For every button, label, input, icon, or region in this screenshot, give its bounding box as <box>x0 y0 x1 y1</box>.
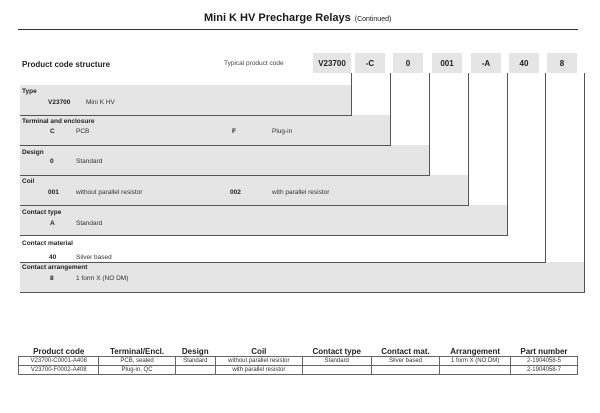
connector-coil-h <box>20 205 469 206</box>
code-part-type: V23700 <box>313 53 351 73</box>
table-cell: PCB, sealed <box>99 357 175 366</box>
col-header: Arrangement <box>440 347 511 357</box>
table-cell <box>175 366 215 375</box>
connector-design <box>429 73 430 176</box>
connector-type-h <box>20 115 352 116</box>
table-cell: 2-1904058-5 <box>510 357 577 366</box>
section-contact-type-code: A <box>50 220 55 227</box>
section-contact-type-desc: Standard <box>76 220 103 227</box>
section-contact-arrangement-heading: Contact arrangement <box>22 264 88 271</box>
table-cell: without parallel resistor <box>215 357 302 366</box>
col-header: Design <box>175 347 215 357</box>
coil-option-desc: without parallel resistor <box>76 189 143 196</box>
col-header: Terminal/Encl. <box>99 347 175 357</box>
table-cell: Silver based <box>371 357 440 366</box>
section-coil-heading: Coil <box>22 178 35 185</box>
connector-arrangement-h <box>20 292 585 293</box>
section-contact-arrangement-desc: 1 form X (NO DM) <box>76 275 129 282</box>
product-code-structure-heading: Product code structure <box>22 60 111 69</box>
table-cell: V23700-F0002-A408 <box>19 366 99 375</box>
connector-contact-type-h <box>20 235 508 236</box>
connector-type <box>351 73 352 116</box>
col-header: Part number <box>510 347 577 357</box>
connector-arrangement <box>584 73 585 293</box>
table-cell: 1 form X (NO DM) <box>440 357 511 366</box>
code-part-contact-type: -A <box>471 53 501 73</box>
page-title-suffix: (Continued) <box>354 16 392 23</box>
section-design-heading: Design <box>22 149 44 156</box>
table-cell: with parallel resistor <box>215 366 302 375</box>
connector-coil <box>468 73 469 206</box>
connector-contact-material <box>545 73 546 263</box>
table-cell: Plug-in, QC <box>99 366 175 375</box>
table-cell: V23700-C0001-A408 <box>19 357 99 366</box>
code-part-arrangement: 8 <box>547 53 577 73</box>
connector-contact-material-h <box>20 262 546 263</box>
code-part-terminal: -C <box>355 53 385 73</box>
code-part-contact-material: 40 <box>509 53 539 73</box>
terminal-option-code: F <box>232 128 236 135</box>
part-number-table <box>18 347 578 375</box>
table-row <box>19 357 578 366</box>
coil-option-code: 001 <box>48 189 59 196</box>
table-header-row <box>19 347 578 357</box>
table-cell: 2-1904058-7 <box>510 366 577 375</box>
header-rule <box>18 29 578 30</box>
section-type-code: V23700 <box>48 99 71 106</box>
table-cell <box>440 366 511 375</box>
table-cell: Standard <box>175 357 215 366</box>
section-type-heading: Type <box>22 88 37 95</box>
typical-code-label: Typical product code <box>224 60 284 67</box>
col-header: Coil <box>215 347 302 357</box>
table-cell <box>371 366 440 375</box>
connector-design-h <box>20 175 430 176</box>
section-terminal-heading: Terminal and enclosure <box>22 118 95 125</box>
terminal-option-desc: PCB <box>76 128 90 135</box>
section-type-desc: Mini K HV <box>86 99 115 106</box>
connector-contact-type <box>507 73 508 236</box>
section-contact-material-heading: Contact material <box>22 240 73 247</box>
table-cell: Standard <box>302 357 371 366</box>
section-design-desc: Standard <box>76 158 103 165</box>
code-part-design: 0 <box>393 53 423 73</box>
terminal-option-code: C <box>50 128 55 135</box>
coil-option-code: 002 <box>230 189 241 196</box>
table-row <box>19 366 578 375</box>
col-header: Product code <box>19 347 99 357</box>
page-title-text: Mini K HV Precharge Relays <box>204 12 351 24</box>
connector-terminal <box>390 73 391 146</box>
section-contact-arrangement-code: 8 <box>50 275 54 282</box>
col-header: Contact mat. <box>371 347 440 357</box>
section-contact-material-desc: Silver based <box>76 254 112 261</box>
section-contact-material-code: 40 <box>49 254 57 261</box>
connector-terminal-h <box>20 145 391 146</box>
page-title <box>204 12 391 24</box>
section-contact-type-heading: Contact type <box>22 209 62 216</box>
coil-option-desc: with parallel resistor <box>272 189 330 196</box>
table-cell <box>302 366 371 375</box>
terminal-option-desc: Plug-in <box>272 128 293 135</box>
code-part-coil: 001 <box>432 53 462 73</box>
col-header: Contact type <box>302 347 371 357</box>
section-design-code: 0 <box>50 158 54 165</box>
